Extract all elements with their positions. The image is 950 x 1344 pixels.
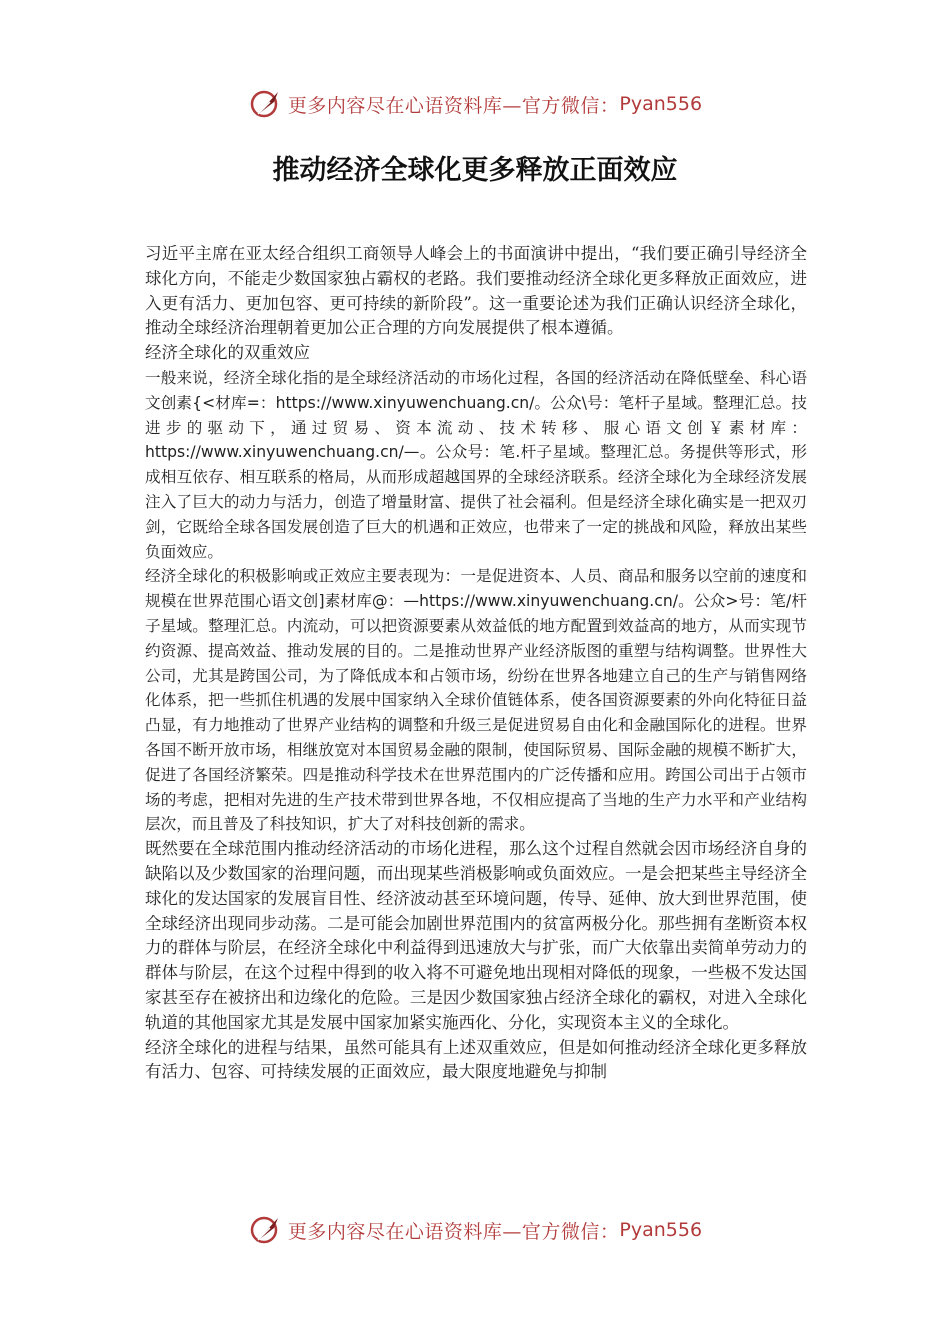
quill-logo-icon [248,1212,284,1248]
article-title: 推动经济全球化更多释放正面效应 [272,155,678,186]
article-body [145,242,807,1085]
paragraph-conclusion: 经济全球化的进程与结果，虽然可能具有上述双重效应，但是如何推动经济全球化更多释放有活力、包容、可持续发展的正面效应，最大限度地避免与抑制 [145,1037,807,1082]
paragraph-negative-effects: 既然要在全球范围内推动经济活动的市场化进程，那么这个过程自然就会因市场经济自身的缺陷以及少数国家的治理问题，而出现某些消极影响或负面效应。一是会把某些主导经济全球化的发达国家的发展盲目性、经济波动甚至环境问题，传导、延伸、放大到世界范围，使全球经济出现同步动荡。二是可能会加剧世界范围内的贫富两极分化。那些拥有垄断资本权力的群体与阶层，在经济全球化中利益得到迅速放大与扩张，而广大依靠出卖简单劳动力的群体与阶层，在这个过程中得到的收入将不可避免地出现相对降低的现象，一些极不发达国家甚至存在被挤出和边缘化的危险。三是因少数国家独占经济全球化的霸权，对进入全球化轨道的其他国家尤其是发展中国家加紧实施西化、分化，实现资本主义的全球化。 [145,839,807,1032]
header-watermark-banner [0,86,950,122]
banner-text: 更多内容尽在心语资料库—官方微信： [287,94,620,117]
section-heading: 经济全球化的双重效应 [145,343,310,363]
banner-wechat-id: Pyan556 [619,1219,703,1241]
quill-logo-icon [248,86,284,122]
paragraph-intro: 习近平主席在亚太经合组织工商领导人峰会上的书面演讲中提出，“我们要正确引导经济全球化方向，不能走少数国家独占霸权的老路。我们要推动经济全球化更多释放正面效应，进入更有活力、更加包容、更可持续的新阶段”。这一重要论述为我们正确认识经济全球化，推动全球经济治理朝着更加公正合理的方向发展提供了根本遵循。 [145,244,807,338]
banner-text: 更多内容尽在心语资料库—官方微信： [287,1220,620,1243]
banner-wechat-id: Pyan556 [619,93,703,115]
paragraph-positive-effects: 经济全球化的积极影响或正效应主要表现为：一是促进资本、人员、商品和服务以空前的速度和规模在世界范围心语文创]素材库@：—https://www.xinyuwenchuang.cn/。公众>号：笔/杆子星域。整理汇总。内流动，可以把资源要素从效益低的地方配置到效益高的地方，从而实现节约资源、提高效益、推动发展的目的。二是推动世界产业经济版图的重塑与结构调整。世界性大公司，尤其是跨国公司，为了降低成本和占领市场，纷纷在世界各地建立自己的生产与销售网络化体系，把一些抓住机遇的发展中国家纳入全球价值链体系，使各国资源要素的外向化特征日益凸显，有力地推动了世界产业结构的调整和升级三是促进贸易自由化和金融国际化的进程。世界各国不断开放市场，相继放宽对本国贸易金融的限制，使国际贸易、国际金融的规模不断扩大，促进了各国经济繁荣。四是推动科学技术在世界范围内的广泛传播和应用。跨国公司出于占领市场的考虑，把相对先进的生产技术带到世界各地，不仅相应提高了当地的生产力水平和产业结构层次，而且普及了科技知识，扩大了对科技创新的需求。 [145,567,807,834]
paragraph-definition: 一般来说，经济全球化指的是全球经济活动的市场化过程，各国的经济活动在降低壁垒、科心语文创素{<材库=：https://www.xinyuwenchuang.cn/。公众\号：笔杆子星域。整理汇总。技进步的驱动下，通过贸易、资本流动、技术转移、服心语文创￥素材库：https://www.xinyuwenchuang.cn/—。公众号：笔.杆子星域。整理汇总。务提供等形式，形成相互依存、相互联系的格局，从而形成超越国界的全球经济联系。经济全球化为全球经济发展注入了巨大的动力与活力，创造了增量財富、提供了社会福利。但是经济全球化确实是一把双刃剑，它既给全球各国发展创造了巨大的机遇和正效应，也带来了一定的挑战和风险，释放出某些负面效应。 [145,368,807,561]
footer-watermark-banner [0,1212,950,1248]
